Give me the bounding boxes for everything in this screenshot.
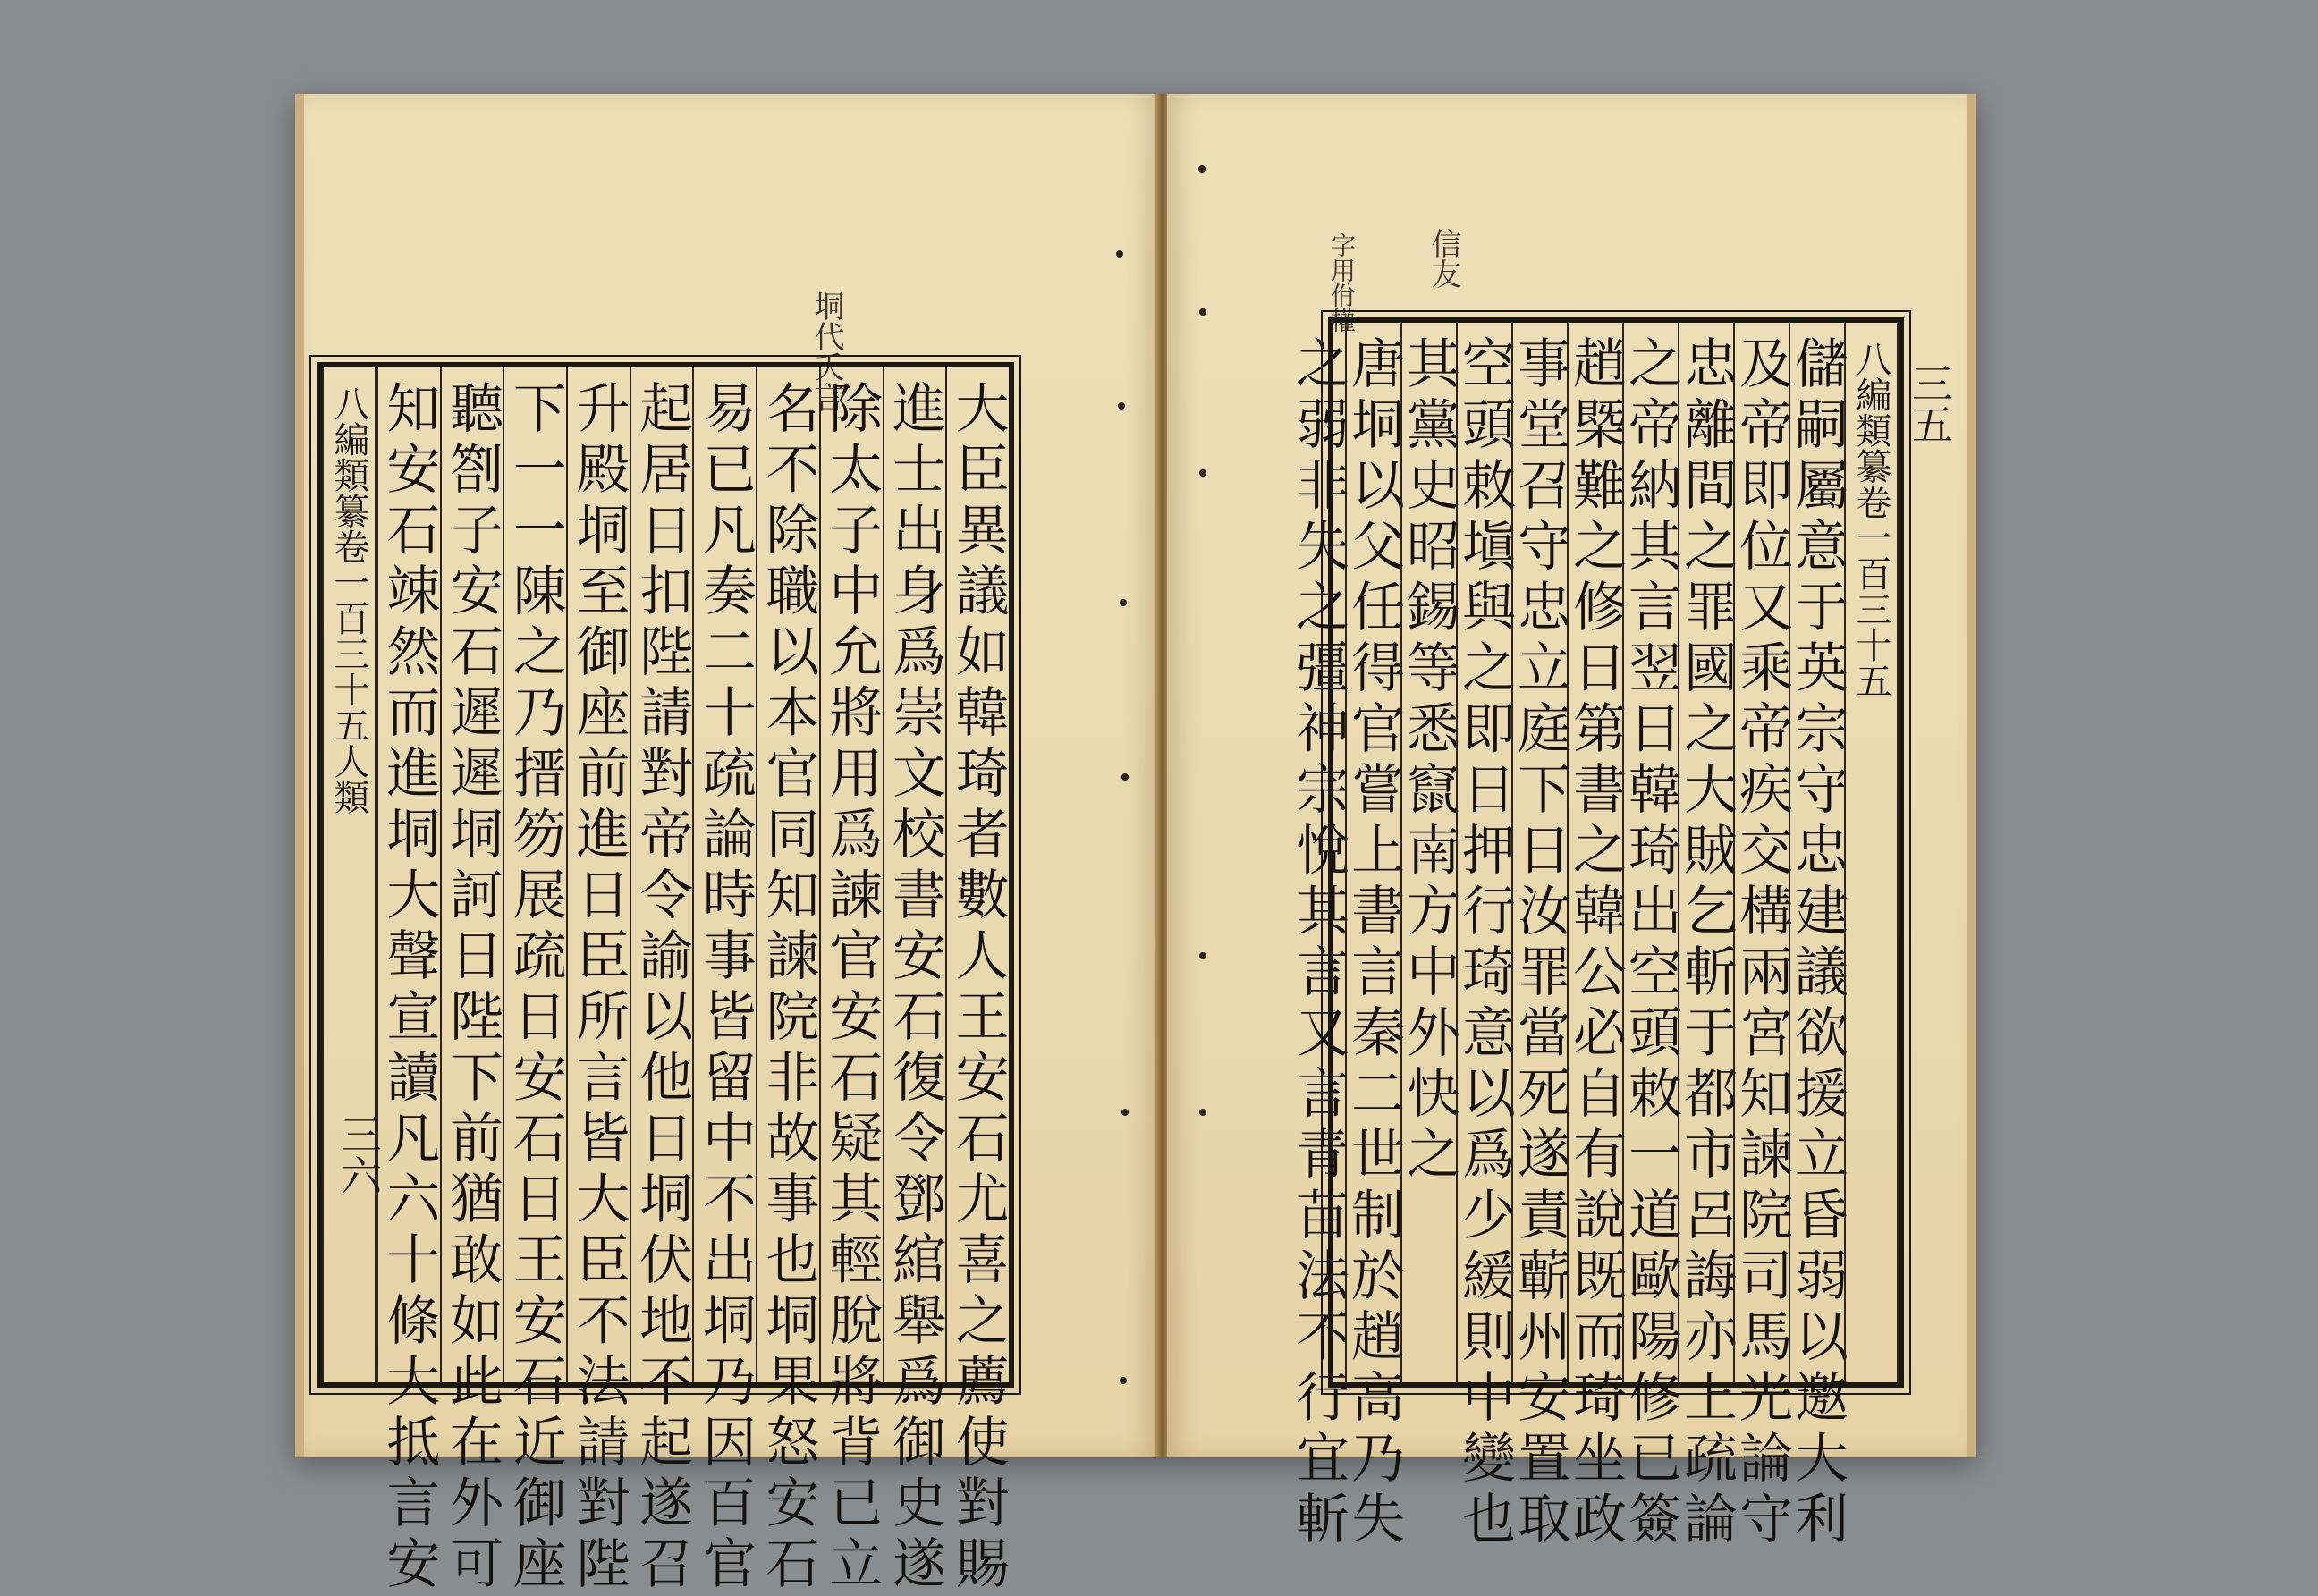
text-column: 進士出身爲崇文校書安石復令鄧綰舉爲御史遂 [883, 367, 946, 1382]
text-column: 之弱非失之彊神宗悅其言又言青苗法不行宜斬 [1287, 335, 1349, 1551]
stitch-dot [1120, 599, 1127, 606]
right-text-frame [1287, 317, 1904, 1551]
text-column: 聽劄子安石遲遲垌訶日陛下前猶敢如此在外可 [440, 367, 503, 1382]
stitch-dot [1118, 402, 1125, 410]
book-spread [295, 94, 1976, 1596]
text-column: 及帝即位又乘帝疾交構兩宮知諫院司馬光論守 [1733, 323, 1789, 1382]
right-page [1167, 94, 1967, 1551]
text-column: 易已凡奏二十疏論時事皆留中不出垌乃因百官 [692, 367, 756, 1382]
stitch-dot [1199, 308, 1206, 316]
text-column: 除太子中允將用爲諫官安石疑其輕脫將背已立 [819, 367, 883, 1382]
text-column: 唐垌以父任得官嘗上書言秦二世制於趙高乃失 [1345, 323, 1400, 1382]
stitch-dot [1199, 952, 1206, 959]
stitch-dot [1121, 773, 1129, 781]
text-column: 事堂召守忠立庭下日汝罪當死遂責蘄州安置取 [1511, 323, 1567, 1382]
left-center-label: 八編類纂卷一百三十五人類 [322, 367, 376, 1382]
text-column: 名不除職以本官同知諫院非故事也垌果怒安石 [756, 367, 819, 1382]
right-center-label: 八編類纂卷一百三十五 [1844, 323, 1899, 1382]
text-column: 其黨史昭錫等悉竄南方中外快之 [1400, 323, 1456, 1382]
text-column: 知安石竦然而進垌大聲宣讀凡六十條大抵言安 [376, 367, 440, 1382]
stitch-dot [1116, 250, 1123, 258]
text-column: 升殿垌至御座前進日臣所言皆大臣不法請對陛 [566, 367, 630, 1382]
right-margin-note-small: 字用佾權 [1327, 232, 1357, 333]
left-margin-note: 垌代夭言 [808, 291, 844, 412]
left-page [304, 94, 1158, 1596]
stitch-dot [1199, 1109, 1206, 1116]
text-column: 空頭敕塡與之即日押行琦意以爲少緩則中變也 [1456, 323, 1511, 1382]
text-column: 起居日扣陛請對帝令諭以他日垌伏地不起遂召 [630, 367, 693, 1382]
text-column: 儲嗣屬意于英宗守忠建議欲援立昏弱以邀大利 [1789, 323, 1844, 1382]
text-column: 趙槩難之修日第書之韓公必自有說既而琦坐政 [1567, 323, 1622, 1382]
stitch-dot [1121, 1109, 1129, 1116]
text-column: 之帝納其言翌日韓琦出空頭敕一道歐陽修已簽 [1622, 323, 1678, 1382]
stitch-dot [1198, 165, 1206, 173]
left-page-number: 三六 [334, 1113, 383, 1195]
stitch-dot [1120, 1377, 1127, 1384]
text-column: 大臣異議如韓琦者數人王安石尤喜之薦使對賜 [945, 367, 1009, 1382]
left-text-frame [317, 362, 1014, 1596]
text-column: 下一一陳之乃搢笏展疏日安石日王安石近御座 [503, 367, 566, 1382]
right-page-number: 三五 [1906, 362, 1954, 444]
text-column: 忠離間之罪國之大賊乞斬于都市呂誨亦上疏論 [1678, 323, 1733, 1382]
right-margin-note: 信友 [1425, 228, 1461, 289]
stitch-dot [1199, 469, 1206, 477]
